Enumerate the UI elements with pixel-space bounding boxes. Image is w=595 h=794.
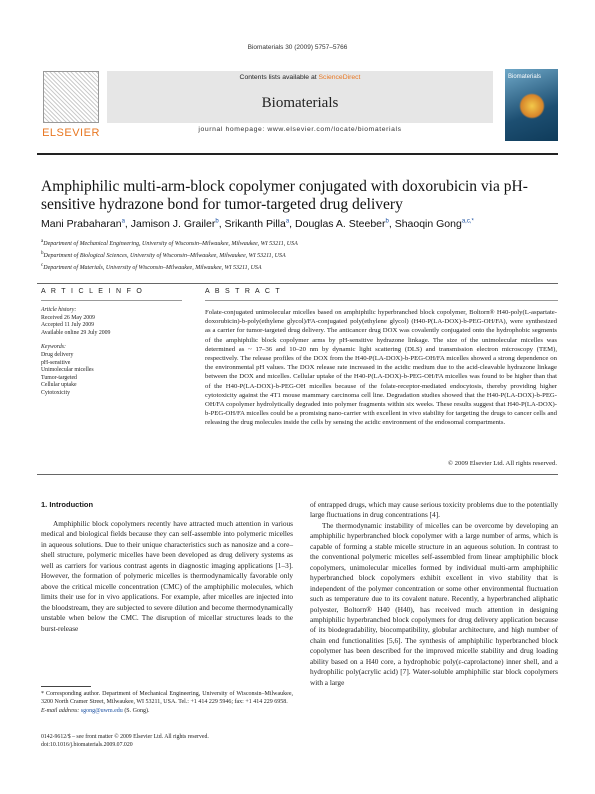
keywords-label: Keywords: [41,344,66,351]
journal-banner [37,69,558,147]
affiliation-text: Department of Mechanical Engineering, University of Wisconsin–Milwaukee, Milwaukee, WI 53211, USA [43,241,298,247]
cover-title: Biomaterials [508,74,542,80]
author-name[interactable]: Mani Prabaharan$^a$ [41,218,125,230]
section-rule [37,283,558,284]
abstract-text: Folate-conjugated unimolecular micelles based on amphiphilic hyperbranched block copolymer, Boltorn® H40-poly(L-aspartate-doxorubicin)-b-poly(ethylene glycol)/FA-conjugated poly(ethylene glycol) (H40-P(LA-DOX)-b-PEG-OH/FA), were synthesized as a carrier for tumor-targeted drug delivery. The anticancer drug DOX was covalently conjugated onto the hydrophobic segments of the amphiphilic block copolymer arms by pH-sensitive hydrazone linkage. The size of the unimolecular micelles was determined as ~ 17–36 and 10–20 nm by dynamic light scattering (DLS) and transmission electron microscopy (TEM), respectively. The release profiles of the DOX from the H40-P(LA-DOX)-b-PEG-OH/FA micelles showed a strong dependence on the environmental pH values. The DOX release rate increased in the acidic medium due to the acid-cleavable hydrazone linkage between the DOX and micelles. Cellular uptake of the H40-P(LA-DOX)-b-PEG-OH/FA micelles was found to be higher than that of the H40-P(LA-DOX)-b-PEG-OH micelles because of the folate-receptor-mediated endocytosis, thereby providing higher cytotoxicity against the 4T1 mouse mammary carcinoma cell line. Degradation studies showed that the H40-P(LA-DOX)-b-PEG-OH/FA copolymer hydrolytically degraded into polymer fragments within six weeks. These results suggest that H40-P(LA-DOX)-b-PEG-OH/FA micelles could be a promising nano-carrier with excellent in vivo stability for targeting the drugs to cancer cells and releasing the drug molecules inside the cells by sensing the acidic environment of the endosomal compartments. [205,309,557,427]
corresponding-author-footnote [41,690,293,715]
section-rule [37,474,558,475]
email-suffix: (S. Gong). [122,707,150,714]
footnote-text: * Corresponding author. Department of Mechanical Engineering, University of Wisconsin–Milwaukee, 3200 North Cramer Street, Milwaukee, WI 53211, USA. Tel.: +1 414 229 5946; fax: +1 414 229 6958. [41,691,293,706]
body-paragraph: The thermodynamic instability of micelles can be overcome by developing an amphiphilic hyperbranched block copolymer with a large number of arms, which is capable of forming a stable micelle structure in an aqueous solution. In contrast to the conventional polymeric micelles self-assembled from linear amphiphilic block copolymers, unimolecular micelles formed by individual multi-arm amphiphilic hyperbranched block copolymers exhibit excellent in vivo stability that is independent of the polymer concentration or some other environmental fluctuation such as temperature due to its covalent nature. Recently, a hyperbranched aliphatic polyester, Boltorn® H40 (H40), has received much attention in designing amphiphilic hyperbranched block copolymers for drug delivery application because of its biodegradability, biocompatibility, globular architecture, and high number of chain end functionalities [5,6]. The synthesis of amphiphilic hyperbranched block copolymer has been described for the improved micelle stability and drug loading ability based on a H40 core, a hydrophobic poly(ε-caprolactone) inner shell, and a hydrophilic poly(acrylic acid) [7]. Water-soluble amphiphilic star block copolymers with a large [310,520,558,687]
author-affiliation-mark: a,c,* [461,218,474,225]
keyword: Cellular uptake [41,382,77,389]
front-matter [41,733,293,749]
history-label: Article history: [41,307,77,313]
journal-reference: Biomaterials 30 (2009) 5757–5766 [247,44,348,51]
article-title: Amphiphilic multi-arm-block copolymer conjugated with doxorubicin via pH-sensitive hydrazone bond for tumor-targeted drug delivery [41,178,528,213]
left-column [41,519,293,634]
journal-header-box [107,71,493,123]
keyword: Cytotoxicity [41,389,70,396]
affiliation-mark: a [41,239,44,244]
history-item: Received 26 May 2009 [41,314,95,321]
author-name[interactable]: Douglas A. Steeber$^b$ [295,218,389,230]
section-heading: 1. Introduction [41,500,94,509]
author-name[interactable]: Shaoqin Gong$^{a,c,*}$ [394,218,474,230]
contents-line [107,74,493,81]
article-info [41,307,191,398]
journal-cover-image [505,69,558,141]
right-column [310,500,558,688]
keyword: pH-sensitive [41,359,71,366]
article-info-rule [41,300,182,301]
keyword: Tumor-targeted [41,374,77,381]
affiliation-mark: b [41,251,44,256]
abstract-rule [205,300,558,301]
email-label: E-mail address: [41,707,81,714]
cover-art-icon [519,93,545,119]
body-paragraph: Amphiphilic block copolymers recently have attracted much attention in various medical and biological fields because they can self-assemble into polymeric micelles in aqueous solutions. Due to their unique characteristics such as nanosize and a core–shell structure, polymeric micelles have been developed as drug delivery systems as well as carriers for various contrast agents in diagnostic imaging applications [1–3]. However, the formation of polymeric micelles is thermodynamically favorable only above the critical micelle concentration (CMC) of the amphiphilic molecules, which limits their use for in vivo applications. For example, after micelles are injected into the bloodstream, they are subjected to severe dilution and become thermodynamically unstable when below the CMC. The disruption of micellar structures leads to the burst-release [41,519,293,633]
elsevier-tree-icon [43,71,99,123]
affiliations [41,237,561,273]
affiliation [41,237,561,249]
author-affiliation-mark: a [285,218,290,225]
elsevier-logo[interactable] [37,69,105,147]
author-affiliation-mark: b [385,218,389,225]
affiliation-text: Department of Materials, University of Wisconsin–Milwaukee, Milwaukee, WI 53211, USA [43,265,262,271]
keyword: Drug delivery [41,351,74,358]
affiliation-mark: c [41,263,44,268]
affiliation [41,261,561,273]
abstract-copyright: © 2009 Elsevier Ltd. All rights reserved. [447,460,557,467]
author-affiliation-mark: a [121,218,125,225]
journal-name: Biomaterials [261,95,339,111]
front-matter-line: 0142-9612/$ – see front matter © 2009 Elsevier Ltd. All rights reserved. [41,734,209,740]
author-name[interactable]: Srikanth Pilla$^a$ [224,218,290,230]
author-affiliation-mark: b [215,218,219,225]
body-paragraph-continued: of entrapped drugs, which may cause serious toxicity problems due to the potentially large fluctuations in drug concentrations [4]. [310,500,558,520]
contents-prefix: Contents lists available at [239,74,319,81]
keyword: Unimolecular micelles [41,367,94,374]
author-list: Mani Prabaharan$^a$, Jamison J. Grailer$^b$, Srikanth Pilla$^a$, Douglas A. Steeber$^b$, Shaoqin Gong$^{a,c,*}$ [41,218,474,230]
article-info-heading: A R T I C L E I N F O [41,288,144,295]
footnote-rule [41,686,91,687]
journal-homepage-link[interactable]: journal homepage: www.elsevier.com/locate/biomaterials [198,126,402,133]
publisher-wordmark: ELSEVIER [42,127,100,139]
doi-link[interactable]: doi:10.1016/j.biomaterials.2009.07.020 [41,742,133,748]
email-link[interactable]: sgong@uwm.edu [80,707,123,714]
history-item: Available online 29 July 2009 [41,329,111,336]
affiliation [41,249,561,261]
abstract-heading: A B S T R A C T [205,288,282,295]
author-name[interactable]: Jamison J. Grailer$^b$ [130,218,219,230]
sciencedirect-link[interactable]: ScienceDirect [318,74,361,81]
history-item: Accepted 11 July 2009 [41,322,95,329]
header-rule [37,153,558,155]
affiliation-text: Department of Biological Sciences, University of Wisconsin–Milwaukee, Milwaukee, WI 53211, USA [43,253,286,259]
